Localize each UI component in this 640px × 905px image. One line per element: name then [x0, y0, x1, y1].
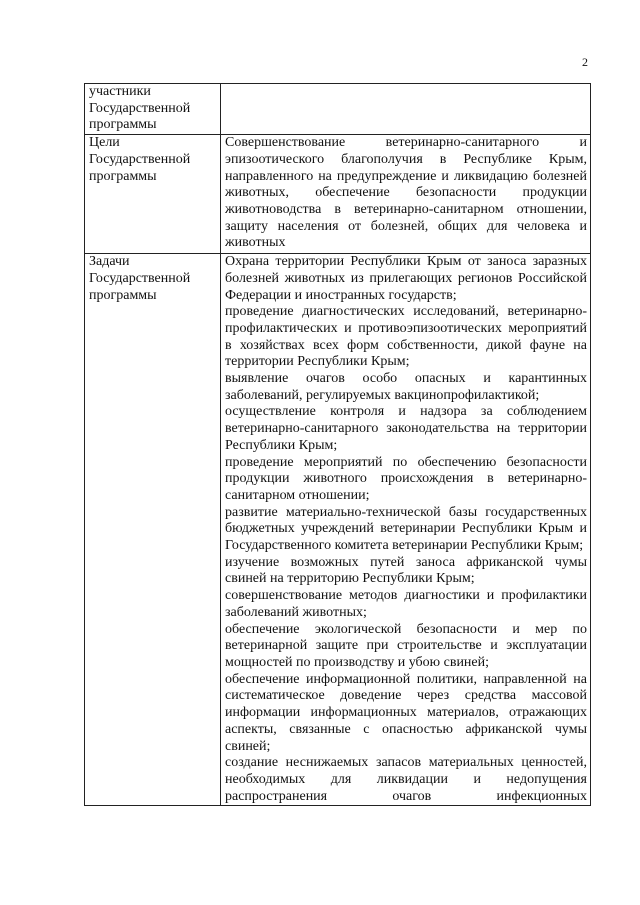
- task-item: Охрана территории Республики Крым от заноса заразных болезней животных из прилегающих регионов Российской Федерации и иностранных государств;: [225, 254, 587, 303]
- row-label-goals: Цели Государственной программы: [85, 135, 221, 254]
- task-item: осуществление контроля и надзора за соблюдением ветеринарно-санитарного законодательства на территории Республики Крым;: [225, 404, 587, 453]
- task-item: проведение диагностических исследований, ветеринарно-профилактических и противоэпизоотических мероприятий в хозяйствах всех форм собственности, дикой фауне на территории Республики Крым;: [225, 304, 587, 370]
- task-item: изучение возможных путей заноса африканской чумы свиней на территорию Республики Крым;: [225, 554, 587, 587]
- row-label-tasks: Задачи Государственной программы: [85, 254, 221, 806]
- row-content-tasks: [221, 254, 591, 806]
- table-row: [85, 135, 591, 254]
- row-content-goals: Совершенствование ветеринарно-санитарного и эпизоотического благополучия в Республике Крым, направленного на предупреждение и ликвидацию болезней животных, обеспечение безопасности продукции животноводства в ветеринарно-санитарном отношении, защиту населения от болезней, общих для человека и животных: [221, 135, 591, 254]
- task-item: проведение мероприятий по обеспечению безопасности продукции животного происхождения в ветеринарно-санитарном отношении;: [225, 454, 587, 503]
- task-item: обеспечение информационной политики, направленной на систематическое доведение через средства массовой информации информационных материалов, отражающих аспекты, связанные с опасностью африканской чумы свиней;: [225, 671, 587, 754]
- table-row: [85, 254, 591, 806]
- program-passport-table: [84, 83, 591, 806]
- row-content-participants: [221, 84, 591, 135]
- task-item: создание неснижаемых запасов материальных ценностей, необходимых для ликвидации и недопущения распространения очагов инфекционных: [225, 755, 587, 804]
- task-item: развитие материально-технической базы государственных бюджетных учреждений ветеринарии Республики Крым и Государственного комитета ветеринарии Республики Крым;: [225, 504, 587, 554]
- row-label-participants: участники Государственной программы: [85, 84, 221, 135]
- page-number: 2: [582, 55, 588, 69]
- task-item: совершенствование методов диагностики и профилактики заболеваний животных;: [225, 588, 587, 620]
- task-item: выявление очагов особо опасных и карантинных заболеваний, регулируемых вакцинопрофилактикой;: [225, 371, 587, 403]
- task-item: обеспечение экологической безопасности и мер по ветеринарной защите при строительстве и эксплуатации мощностей по производству и убою свиней;: [225, 621, 587, 670]
- table-row: [85, 84, 591, 135]
